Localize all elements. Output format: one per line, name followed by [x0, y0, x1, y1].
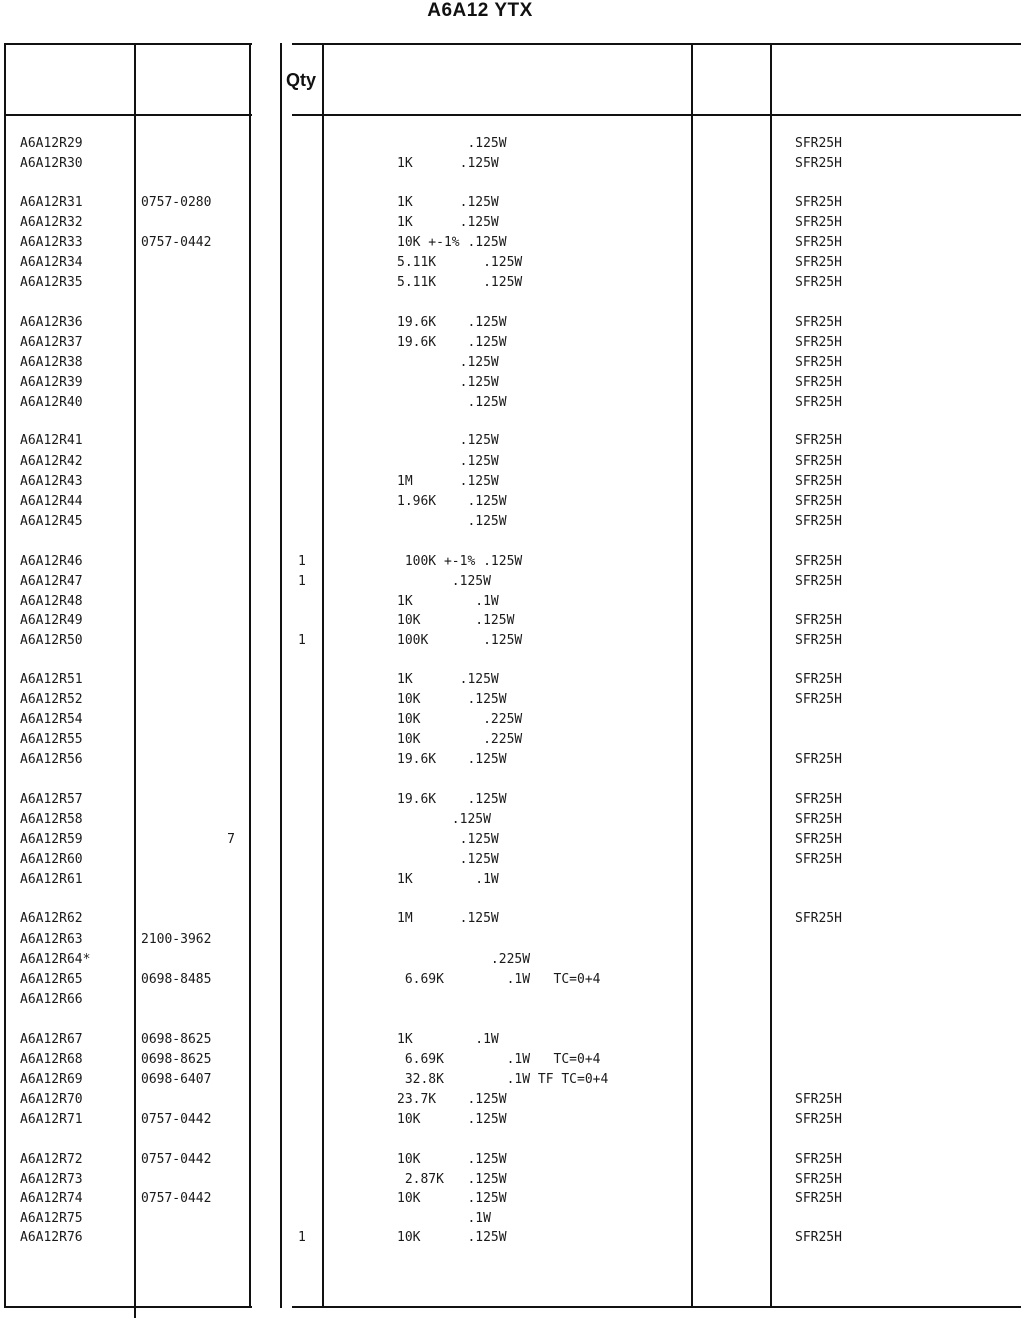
ref-designator-cell: A6A12R68 [20, 1052, 83, 1067]
description-cell: 1M .125W [397, 474, 499, 489]
ref-designator-cell: A6A12R37 [20, 335, 83, 350]
description-cell: .125W [397, 454, 499, 469]
description-cell: 1K .125W [397, 195, 499, 210]
ref-designator-cell: A6A12R35 [20, 275, 83, 290]
part-number-cell: 0698-8625 [141, 1032, 212, 1047]
mfr-part-cell: SFR25H [795, 633, 842, 648]
description-cell: .125W [397, 395, 507, 410]
mfr-part-cell: SFR25H [795, 156, 842, 171]
mfr-part-cell: SFR25H [795, 1172, 842, 1187]
description-cell: 1.96K .125W [397, 494, 507, 509]
part-number-cell: 0698-6407 [141, 1072, 212, 1087]
description-cell: .1W [397, 1211, 491, 1226]
description-cell: .125W [397, 375, 499, 390]
description-cell: 23.7K .125W [397, 1092, 507, 1107]
description-cell: .225W [397, 952, 531, 967]
ref-designator-cell: A6A12R49 [20, 613, 83, 628]
description-cell: 100K +-1% .125W [397, 554, 523, 569]
mfr-part-cell: SFR25H [795, 494, 842, 509]
header-bottom-rule-left [5, 114, 252, 116]
ref-designator-cell: A6A12R57 [20, 792, 83, 807]
description-cell: 1K .1W [397, 872, 499, 887]
ref-designator-cell: A6A12R66 [20, 992, 83, 1007]
description-cell: 19.6K .125W [397, 792, 507, 807]
mfr-part-cell: SFR25H [795, 613, 842, 628]
mfr-part-cell: SFR25H [795, 692, 842, 707]
ref-designator-cell: A6A12R60 [20, 852, 83, 867]
description-cell: 5.11K .125W [397, 255, 523, 270]
description-cell: 10K .125W [397, 1152, 507, 1167]
ref-designator-cell: A6A12R38 [20, 355, 83, 370]
ref-designator-cell: A6A12R46 [20, 554, 83, 569]
description-cell: 6.69K .1W TC=0+4 [397, 972, 601, 987]
ref-designator-cell: A6A12R47 [20, 574, 83, 589]
ref-designator-cell: A6A12R43 [20, 474, 83, 489]
description-cell: 1M .125W [397, 911, 499, 926]
column-rule-qty-start [280, 43, 282, 1308]
description-cell: 10K .125W [397, 692, 507, 707]
description-cell: 10K .225W [397, 712, 523, 727]
description-cell: .125W [397, 812, 491, 827]
column-rule-qty-desc [322, 43, 324, 1308]
description-cell: 10K .125W [397, 613, 515, 628]
ref-designator-cell: A6A12R54 [20, 712, 83, 727]
mfr-part-cell: SFR25H [795, 792, 842, 807]
mfr-part-cell: SFR25H [795, 375, 842, 390]
mfr-part-cell: SFR25H [795, 395, 842, 410]
description-cell: .125W [397, 433, 499, 448]
ref-designator-cell: A6A12R59 [20, 832, 83, 847]
description-cell: .125W [397, 832, 499, 847]
mfr-part-cell: SFR25H [795, 433, 842, 448]
mfr-part-cell: SFR25H [795, 852, 842, 867]
ref-designator-cell: A6A12R65 [20, 972, 83, 987]
mfr-part-cell: SFR25H [795, 1191, 842, 1206]
header-top-rule-right [292, 43, 1021, 45]
description-cell: 1K .125W [397, 156, 499, 171]
ref-designator-cell: A6A12R34 [20, 255, 83, 270]
ref-designator-cell: A6A12R75 [20, 1211, 83, 1226]
description-cell: .125W [397, 355, 499, 370]
column-rule-desc-end [691, 43, 693, 1308]
ref-designator-cell: A6A12R40 [20, 395, 83, 410]
ref-designator-cell: A6A12R36 [20, 315, 83, 330]
mfr-part-cell: SFR25H [795, 195, 842, 210]
header-top-rule-left [5, 43, 252, 45]
ref-designator-cell: A6A12R55 [20, 732, 83, 747]
mfr-part-cell: SFR25H [795, 911, 842, 926]
ref-designator-cell: A6A12R32 [20, 215, 83, 230]
description-cell: 19.6K .125W [397, 335, 507, 350]
ref-designator-cell: A6A12R31 [20, 195, 83, 210]
qty-cell: 1 [298, 633, 306, 648]
description-cell: .125W [397, 136, 507, 151]
ref-designator-cell: A6A12R62 [20, 911, 83, 926]
ref-designator-cell: A6A12R69 [20, 1072, 83, 1087]
part-number-cell: 7 [141, 832, 235, 847]
mfr-part-cell: SFR25H [795, 1152, 842, 1167]
ref-designator-cell: A6A12R30 [20, 156, 83, 171]
mfr-part-cell: SFR25H [795, 672, 842, 687]
mfr-part-cell: SFR25H [795, 1230, 842, 1245]
page-title: A6A12 YTX [427, 0, 533, 21]
mfr-part-cell: SFR25H [795, 215, 842, 230]
ref-designator-cell: A6A12R76 [20, 1230, 83, 1245]
qty-column-header: Qty [286, 70, 317, 90]
mfr-part-cell: SFR25H [795, 235, 842, 250]
description-cell: 6.69K .1W TC=0+4 [397, 1052, 601, 1067]
ref-designator-cell: A6A12R33 [20, 235, 83, 250]
description-cell: 10K +-1% .125W [397, 235, 507, 250]
ref-designator-cell: A6A12R50 [20, 633, 83, 648]
part-number-cell: 2100-3962 [141, 932, 212, 947]
mfr-part-cell: SFR25H [795, 474, 842, 489]
mfr-part-cell: SFR25H [795, 315, 842, 330]
mfr-part-cell: SFR25H [795, 514, 842, 529]
mfr-part-cell: SFR25H [795, 454, 842, 469]
part-number-cell: 0757-0442 [141, 235, 212, 250]
ref-designator-cell: A6A12R61 [20, 872, 83, 887]
mfr-part-cell: SFR25H [795, 1092, 842, 1107]
ref-designator-cell: A6A12R56 [20, 752, 83, 767]
ref-designator-cell: A6A12R44 [20, 494, 83, 509]
qty-cell: 1 [298, 1230, 306, 1245]
ref-designator-cell: A6A12R71 [20, 1112, 83, 1127]
description-cell: 1K .1W [397, 1032, 499, 1047]
table-bottom-rule-left [5, 1306, 252, 1308]
description-cell: 19.6K .125W [397, 315, 507, 330]
description-cell: .125W [397, 514, 507, 529]
part-number-cell: 0757-0442 [141, 1152, 212, 1167]
column-rule-ref-part [134, 43, 136, 1318]
ref-designator-cell: A6A12R45 [20, 514, 83, 529]
ref-designator-cell: A6A12R72 [20, 1152, 83, 1167]
description-cell: 1K .125W [397, 215, 499, 230]
ref-designator-cell: A6A12R39 [20, 375, 83, 390]
ref-designator-cell: A6A12R63 [20, 932, 83, 947]
description-cell: 10K .125W [397, 1230, 507, 1245]
ref-designator-cell: A6A12R52 [20, 692, 83, 707]
mfr-part-cell: SFR25H [795, 752, 842, 767]
description-cell: 10K .125W [397, 1191, 507, 1206]
ref-designator-cell: A6A12R48 [20, 594, 83, 609]
mfr-part-cell: SFR25H [795, 574, 842, 589]
description-cell: 32.8K .1W TF TC=0+4 [397, 1072, 609, 1087]
part-number-cell: 0757-0280 [141, 195, 212, 210]
ref-designator-cell: A6A12R29 [20, 136, 83, 151]
mfr-part-cell: SFR25H [795, 1112, 842, 1127]
description-cell: 10K .225W [397, 732, 523, 747]
part-number-cell: 0757-0442 [141, 1112, 212, 1127]
mfr-part-cell: SFR25H [795, 136, 842, 151]
header-bottom-rule-right [292, 114, 1021, 116]
ref-designator-cell: A6A12R70 [20, 1092, 83, 1107]
ref-designator-cell: A6A12R58 [20, 812, 83, 827]
ref-designator-cell: A6A12R64* [20, 952, 91, 967]
qty-cell: 1 [298, 554, 306, 569]
description-cell: .125W [397, 574, 491, 589]
mfr-part-cell: SFR25H [795, 832, 842, 847]
mfr-part-cell: SFR25H [795, 275, 842, 290]
mfr-part-cell: SFR25H [795, 335, 842, 350]
description-cell: 1K .1W [397, 594, 499, 609]
description-cell: .125W [397, 852, 499, 867]
ref-designator-cell: A6A12R42 [20, 454, 83, 469]
ref-designator-cell: A6A12R73 [20, 1172, 83, 1187]
table-bottom-rule-right [292, 1306, 1021, 1308]
column-rule-mfr-start [770, 43, 772, 1308]
mfr-part-cell: SFR25H [795, 355, 842, 370]
ref-designator-cell: A6A12R67 [20, 1032, 83, 1047]
description-cell: 2.87K .125W [397, 1172, 507, 1187]
ref-designator-cell: A6A12R51 [20, 672, 83, 687]
description-cell: 5.11K .125W [397, 275, 523, 290]
description-cell: 19.6K .125W [397, 752, 507, 767]
part-number-cell: 0757-0442 [141, 1191, 212, 1206]
mfr-part-cell: SFR25H [795, 255, 842, 270]
description-cell: 10K .125W [397, 1112, 507, 1127]
ref-designator-cell: A6A12R41 [20, 433, 83, 448]
mfr-part-cell: SFR25H [795, 554, 842, 569]
ref-designator-cell: A6A12R74 [20, 1191, 83, 1206]
qty-cell: 1 [298, 574, 306, 589]
description-cell: 100K .125W [397, 633, 523, 648]
part-number-cell: 0698-8625 [141, 1052, 212, 1067]
mfr-part-cell: SFR25H [795, 812, 842, 827]
column-rule-part-end [249, 43, 251, 1308]
part-number-cell: 0698-8485 [141, 972, 212, 987]
description-cell: 1K .125W [397, 672, 499, 687]
column-rule-left-edge [4, 43, 6, 1308]
